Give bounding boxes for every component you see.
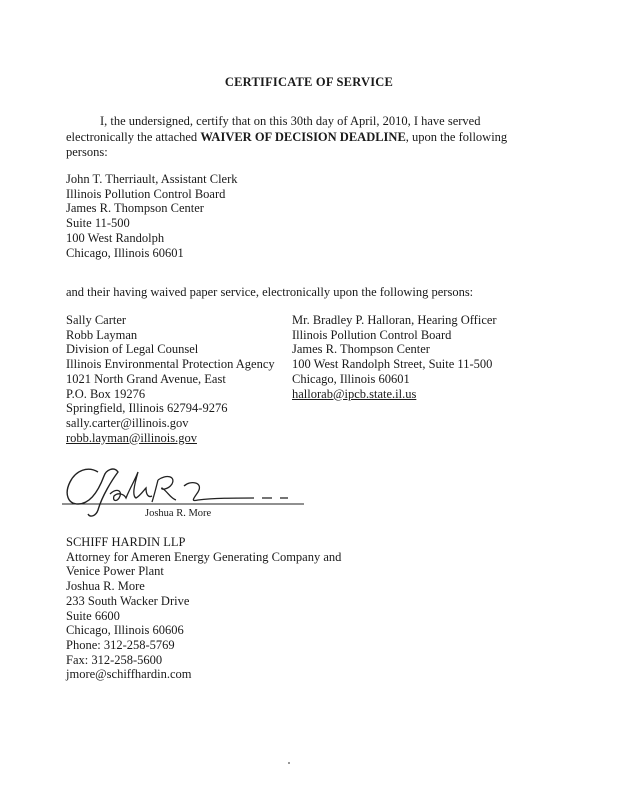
address-line: Mr. Bradley P. Halloran, Hearing Officer xyxy=(292,313,497,327)
email-link[interactable]: robb.layman@illinois.gov xyxy=(66,430,197,445)
address-line: Suite 11-500 xyxy=(66,216,130,231)
address-line: Illinois Environmental Protection Agency xyxy=(66,357,275,372)
firm-line: SCHIFF HARDIN LLP xyxy=(66,535,186,549)
firm-line: 233 South Wacker Drive xyxy=(66,593,190,608)
address-line: Illinois Pollution Control Board xyxy=(66,186,226,201)
firm-line: Suite 6600 xyxy=(66,608,120,623)
firm-line: Phone: 312-258-5769 xyxy=(66,637,175,652)
address-line: Sally Carter xyxy=(66,313,127,327)
hearing-officer-address xyxy=(292,313,497,401)
certification-text: I, the undersigned, certify that on this 30th day of April, 2010, I have served electronically the attached xyxy=(66,114,481,144)
address-line: James R. Thompson Center xyxy=(292,342,430,357)
signature-stroke xyxy=(152,477,176,502)
iepa-recipient-address xyxy=(66,313,275,445)
email-link[interactable]: sally.carter@illinois.gov xyxy=(66,415,189,430)
address-line: Chicago, Illinois 60601 xyxy=(66,245,184,260)
certification-paragraph xyxy=(66,114,546,161)
clerk-address xyxy=(66,172,238,260)
email-link[interactable]: jmore@schiffhardin.com xyxy=(66,667,192,682)
certification-text-end: , upon the following persons: xyxy=(66,129,508,159)
email-link[interactable]: hallorab@ipcb.state.il.us xyxy=(292,386,417,401)
signatory-name: Joshua R. More xyxy=(145,508,212,519)
page-mark xyxy=(288,762,290,764)
address-line: 1021 North Grand Avenue, East xyxy=(66,371,226,386)
signature-stroke xyxy=(110,472,152,501)
signature-stroke xyxy=(67,469,118,516)
firm-line: Joshua R. More xyxy=(66,579,145,594)
signature-stroke xyxy=(184,483,254,501)
waived-service-intro: and their having waived paper service, electronically upon the following persons: xyxy=(66,285,474,299)
firm-line: Chicago, Illinois 60606 xyxy=(66,623,184,638)
address-line: 100 West Randolph xyxy=(66,230,165,245)
address-line: 100 West Randolph Street, Suite 11-500 xyxy=(292,357,493,372)
address-line: Springfield, Illinois 62794-9276 xyxy=(66,401,228,416)
address-line: John T. Therriault, Assistant Clerk xyxy=(66,172,238,186)
firm-line: Venice Power Plant xyxy=(66,564,164,579)
address-line: Chicago, Illinois 60601 xyxy=(292,371,410,386)
firm-line: Attorney for Ameren Energy Generating Company and xyxy=(66,549,342,564)
address-line: Robb Layman xyxy=(66,327,138,342)
address-line: P.O. Box 19276 xyxy=(66,386,146,401)
firm-line: Fax: 312-258-5600 xyxy=(66,652,163,667)
document-title: WAIVER OF DECISION DEADLINE xyxy=(200,129,406,144)
address-line: Illinois Pollution Control Board xyxy=(292,327,452,342)
address-line: Division of Legal Counsel xyxy=(66,342,199,357)
firm-signature-block xyxy=(66,535,341,682)
page-title: CERTIFICATE OF SERVICE xyxy=(224,75,394,89)
address-line: James R. Thompson Center xyxy=(66,201,204,216)
